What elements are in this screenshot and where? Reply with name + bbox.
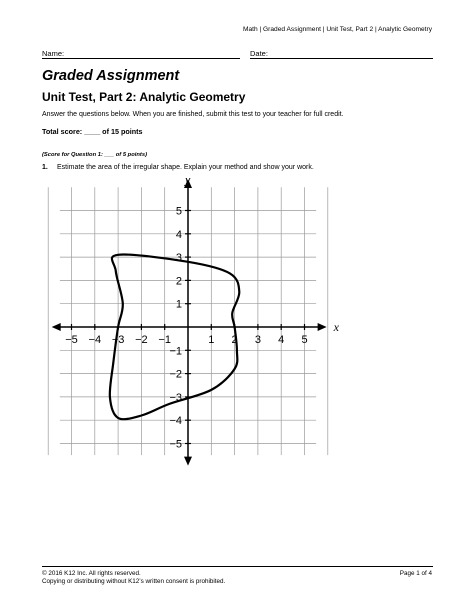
name-label: Name: [42, 49, 65, 58]
x-tick-label: −3 [111, 334, 125, 346]
x-tick-label: −2 [135, 334, 148, 346]
y-tick-label: −4 [169, 415, 182, 428]
y-tick-label: −5 [169, 438, 182, 451]
footer-note: Copying or distributing without K12’s written consent is prohibited. [42, 578, 226, 585]
x-tick-label: −1 [158, 334, 171, 346]
footer-copyright: © 2016 K12 Inc. All rights reserved. [42, 570, 141, 577]
x-axis-arrow-left [52, 323, 61, 331]
date-field[interactable] [250, 58, 433, 59]
instructions: Answer the questions below. When you are finished, submit this test to your teacher for full credit. [42, 111, 344, 118]
x-tick-label: 5 [301, 334, 308, 346]
x-tick-label: 1 [208, 334, 215, 346]
x-axis-arrow-right [318, 323, 327, 331]
y-axis-label: y [185, 172, 191, 187]
y-tick-label: −3 [169, 391, 182, 404]
x-tick-label: 3 [254, 334, 261, 346]
question-text: Estimate the area of the irregular shape. Explain your method and show your work. [57, 164, 314, 171]
page-subtitle: Unit Test, Part 2: Analytic Geometry [42, 90, 246, 104]
y-tick-label: 2 [175, 275, 182, 288]
footer-divider [42, 566, 433, 567]
page-header: Math | Graded Assignment | Unit Test, Part 2 | Analytic Geometry [243, 26, 432, 33]
y-tick-label: 1 [175, 298, 182, 311]
x-tick-label: 4 [278, 334, 285, 346]
y-tick-label: 5 [175, 205, 182, 218]
x-tick-label: −4 [88, 334, 102, 346]
graph-axes [52, 179, 327, 466]
question-number: 1. [42, 164, 48, 171]
graph-ticks [65, 206, 307, 451]
x-tick-label: −5 [65, 334, 78, 346]
y-tick-label: 4 [175, 228, 182, 241]
question-score: (Score for Question 1: ___ of 5 points) [42, 152, 148, 158]
y-axis-arrow-down [184, 457, 192, 466]
page-number: Page 1 of 4 [399, 570, 432, 577]
y-tick-label: −2 [169, 368, 182, 381]
coordinate-graph [48, 172, 339, 458]
y-tick-label: 3 [175, 252, 182, 265]
date-label: Date: [250, 49, 268, 58]
page-title: Graded Assignment [42, 68, 180, 84]
y-tick-label: −1 [169, 345, 182, 358]
name-field[interactable] [42, 58, 240, 59]
x-tick-label: 2 [231, 334, 238, 346]
total-score: Total score: ____ of 15 points [42, 127, 143, 136]
x-axis-label: x [333, 320, 339, 334]
